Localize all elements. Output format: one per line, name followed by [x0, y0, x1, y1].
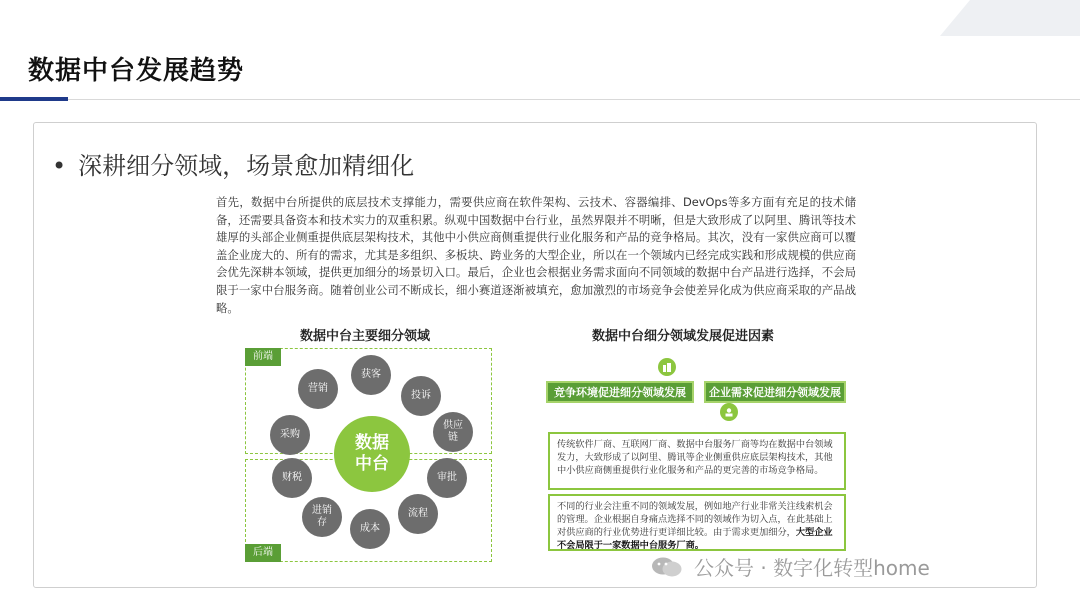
node-supply-line1: 供应 — [443, 420, 463, 431]
node-purchase: 采购 — [270, 415, 310, 455]
demand-description-text: 不同的行业会注重不同的领域发展，例如地产行业非常关注线索机会的管理。企业根据自身痛点选择不同的领域作为切入点，在此基础上对供应商的行业优势进行更详细比较。由于需求更加细分， — [557, 501, 833, 538]
node-inventory — [302, 497, 342, 537]
competition-description: 传统软件厂商、互联网厂商、数据中台服务厂商等均在数据中台领域发力，大致形成了以阿里、腾讯等企业侧重供应底层架构技术，其他中小供应商侧重提供行业化服务和产品的更完善的市场竞争格局。 — [548, 432, 846, 490]
demand-description-emphasis: 大型企业不会局限于一家数据中台服务厂商。 — [557, 527, 833, 551]
left-diagram-title: 数据中台主要细分领域 — [300, 329, 431, 344]
demand-factor-label: 企业需求促进细分领域发展 — [704, 381, 846, 403]
page-title: 数据中台发展趋势 — [28, 56, 245, 86]
wechat-icon — [650, 556, 684, 578]
node-finance: 财税 — [272, 458, 312, 498]
node-process: 流程 — [398, 494, 438, 534]
bullet-heading — [52, 146, 414, 181]
center-label-line1: 数据 — [355, 433, 389, 453]
competition-factor-label: 竞争环境促进细分领域发展 — [546, 381, 694, 403]
watermark-text: 公众号 · 数字化转型home — [694, 556, 930, 580]
node-customer: 获客 — [351, 355, 391, 395]
bullet-dot-icon: • — [52, 152, 67, 180]
node-supply-line2: 链 — [448, 432, 458, 443]
data-platform-center — [334, 416, 410, 492]
node-inventory-line1: 进销 — [312, 505, 332, 516]
title-accent-bar — [0, 97, 68, 101]
node-cost: 成本 — [350, 509, 390, 549]
watermark — [650, 552, 930, 581]
title-divider — [68, 99, 1080, 100]
node-complaint: 投诉 — [401, 376, 441, 416]
bullet-text: 深耕细分领域，场景愈加精细化 — [78, 152, 415, 180]
node-inventory-line2: 存 — [317, 517, 327, 528]
demand-description — [548, 494, 846, 551]
intro-paragraph: 首先，数据中台所提供的底层技术支撑能力，需要供应商在软件架构、云技术、容器编排、DevOps等多方面有充足的技术储备，还需要具备资本和技术实力的双重积累。纵观中国数据中台行业，虽然界限并不明晰，但是大致形成了以阿里、腾讯等技术雄厚的头部企业侧重提供底层架构技术，其他中小供应商侧重提供行业化服务和产品的竞争格局。其次，没有一家供应商可以覆盖企业庞大的、所有的需求，尤其是多组织、多板块、跨业务的大型企业，所以在一个领域内已经完成实践和形成规模的供应商会优先深耕本领域，提供更加细分的场景切入口。最后，企业也会根据业务需求面向不同领域的数据中台产品进行选择，不会局限于一家中台服务商。随着创业公司不断成长，细小赛道逐渐被填充，愈加激烈的市场竞争会使差异化成为供应商采取的产品战略。 — [216, 195, 856, 315]
right-diagram-title: 数据中台细分领域发展促进因素 — [592, 329, 775, 344]
building-icon — [658, 358, 676, 376]
front-end-tag: 前端 — [245, 348, 281, 366]
node-marketing: 营销 — [298, 369, 338, 409]
content-panel — [33, 122, 1037, 588]
node-approval: 审批 — [427, 458, 467, 498]
corner-decoration — [910, 0, 1080, 36]
enterprise-icon — [720, 403, 738, 421]
center-label-line2: 中台 — [355, 454, 389, 474]
back-end-tag: 后端 — [245, 544, 281, 562]
node-supply-chain — [433, 412, 473, 452]
